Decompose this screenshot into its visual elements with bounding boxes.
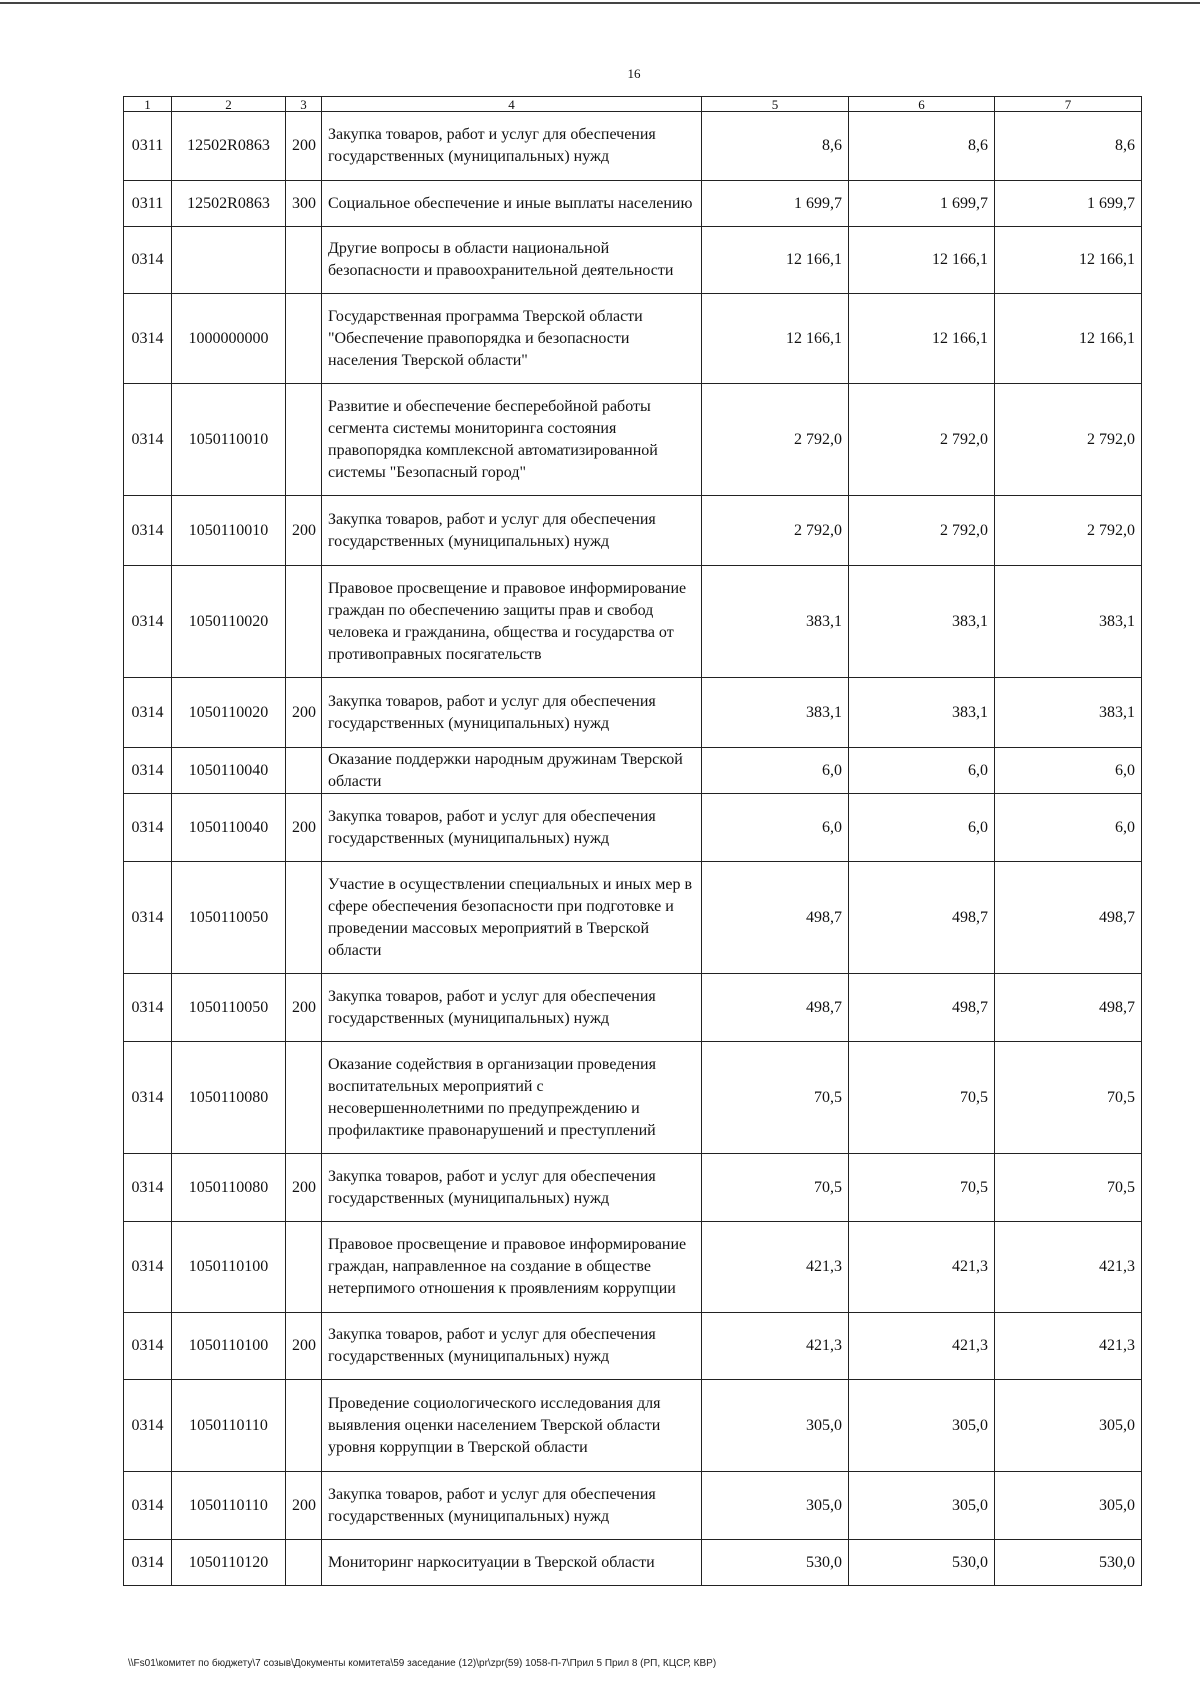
expense-type-code bbox=[286, 566, 322, 678]
table-row bbox=[124, 1472, 1142, 1540]
item-name: Социальное обеспечение и иные выплаты населению bbox=[322, 181, 702, 227]
item-name: Другие вопросы в области национальной безопасности и правоохранительной деятельности bbox=[322, 227, 702, 294]
expense-type-code: 300 bbox=[286, 181, 322, 227]
amount-col5: 12 166,1 bbox=[702, 227, 849, 294]
item-name: Развитие и обеспечение бесперебойной работы сегмента системы мониторинга состояния правопорядка комплексной автоматизированной системы "Безопасный город" bbox=[322, 384, 702, 496]
amount-col7: 8,6 bbox=[995, 112, 1142, 181]
section-code: 0314 bbox=[124, 496, 172, 566]
amount-col5: 383,1 bbox=[702, 566, 849, 678]
table-row bbox=[124, 862, 1142, 974]
amount-col7: 1 699,7 bbox=[995, 181, 1142, 227]
amount-col5: 70,5 bbox=[702, 1042, 849, 1154]
item-name: Оказание поддержки народным дружинам Тверской области bbox=[322, 748, 702, 794]
amount-col5: 498,7 bbox=[702, 974, 849, 1042]
amount-col5: 421,3 bbox=[702, 1222, 849, 1313]
column-header: 5 bbox=[702, 97, 849, 112]
table-row bbox=[124, 1313, 1142, 1380]
amount-col7: 12 166,1 bbox=[995, 294, 1142, 384]
target-article-code: 1050110110 bbox=[172, 1380, 286, 1472]
expense-type-code: 200 bbox=[286, 1154, 322, 1222]
amount-col7: 12 166,1 bbox=[995, 227, 1142, 294]
section-code: 0314 bbox=[124, 384, 172, 496]
amount-col5: 498,7 bbox=[702, 862, 849, 974]
table-row bbox=[124, 1042, 1142, 1154]
amount-col5: 8,6 bbox=[702, 112, 849, 181]
table-row bbox=[124, 384, 1142, 496]
amount-col6: 498,7 bbox=[849, 974, 995, 1042]
amount-col6: 383,1 bbox=[849, 566, 995, 678]
amount-col7: 70,5 bbox=[995, 1042, 1142, 1154]
amount-col6: 6,0 bbox=[849, 748, 995, 794]
amount-col6: 70,5 bbox=[849, 1154, 995, 1222]
item-name: Оказание содействия в организации проведения воспитательных мероприятий с несовершеннолетними по предупреждению и профилактике правонарушений и преступлений bbox=[322, 1042, 702, 1154]
amount-col5: 305,0 bbox=[702, 1472, 849, 1540]
section-code: 0314 bbox=[124, 294, 172, 384]
column-header: 6 bbox=[849, 97, 995, 112]
column-header: 2 bbox=[172, 97, 286, 112]
section-code: 0314 bbox=[124, 678, 172, 748]
amount-col6: 421,3 bbox=[849, 1222, 995, 1313]
amount-col6: 1 699,7 bbox=[849, 181, 995, 227]
amount-col7: 498,7 bbox=[995, 974, 1142, 1042]
item-name: Проведение социологического исследования для выявления оценки населением Тверской области уровня коррупции в Тверской области bbox=[322, 1380, 702, 1472]
item-name: Правовое просвещение и правовое информирование граждан по обеспечению защиты прав и свобод человека и гражданина, общества и государства от противоправных посягательств bbox=[322, 566, 702, 678]
target-article-code: 12502R0863 bbox=[172, 181, 286, 227]
expense-type-code bbox=[286, 862, 322, 974]
expense-type-code bbox=[286, 227, 322, 294]
amount-col7: 498,7 bbox=[995, 862, 1142, 974]
amount-col7: 383,1 bbox=[995, 566, 1142, 678]
amount-col5: 6,0 bbox=[702, 748, 849, 794]
table-row bbox=[124, 1380, 1142, 1472]
table-row bbox=[124, 1222, 1142, 1313]
table-row bbox=[124, 678, 1142, 748]
target-article-code: 1050110010 bbox=[172, 384, 286, 496]
item-name: Закупка товаров, работ и услуг для обеспечения государственных (муниципальных) нужд bbox=[322, 1313, 702, 1380]
section-code: 0314 bbox=[124, 227, 172, 294]
top-border-line bbox=[0, 2, 1200, 4]
amount-col5: 2 792,0 bbox=[702, 384, 849, 496]
amount-col6: 12 166,1 bbox=[849, 227, 995, 294]
target-article-code: 1050110080 bbox=[172, 1154, 286, 1222]
target-article-code: 1050110050 bbox=[172, 974, 286, 1042]
table-row bbox=[124, 1154, 1142, 1222]
section-code: 0311 bbox=[124, 112, 172, 181]
amount-col6: 498,7 bbox=[849, 862, 995, 974]
section-code: 0314 bbox=[124, 1380, 172, 1472]
column-header: 3 bbox=[286, 97, 322, 112]
amount-col7: 383,1 bbox=[995, 678, 1142, 748]
section-code: 0314 bbox=[124, 1472, 172, 1540]
amount-col6: 2 792,0 bbox=[849, 496, 995, 566]
section-code: 0314 bbox=[124, 794, 172, 862]
amount-col5: 2 792,0 bbox=[702, 496, 849, 566]
amount-col6: 383,1 bbox=[849, 678, 995, 748]
table-row bbox=[124, 566, 1142, 678]
expense-type-code bbox=[286, 1042, 322, 1154]
amount-col6: 2 792,0 bbox=[849, 384, 995, 496]
amount-col7: 305,0 bbox=[995, 1472, 1142, 1540]
expense-type-code bbox=[286, 748, 322, 794]
item-name: Закупка товаров, работ и услуг для обеспечения государственных (муниципальных) нужд bbox=[322, 974, 702, 1042]
column-header: 1 bbox=[124, 97, 172, 112]
column-header: 7 bbox=[995, 97, 1142, 112]
item-name: Закупка товаров, работ и услуг для обеспечения государственных (муниципальных) нужд bbox=[322, 678, 702, 748]
item-name: Мониторинг наркоситуации в Тверской области bbox=[322, 1540, 702, 1586]
amount-col5: 305,0 bbox=[702, 1380, 849, 1472]
target-article-code: 1050110050 bbox=[172, 862, 286, 974]
target-article-code: 1050110020 bbox=[172, 566, 286, 678]
target-article-code: 1050110100 bbox=[172, 1222, 286, 1313]
expense-type-code: 200 bbox=[286, 1472, 322, 1540]
expense-type-code: 200 bbox=[286, 678, 322, 748]
column-header: 4 bbox=[322, 97, 702, 112]
section-code: 0314 bbox=[124, 566, 172, 678]
table-row bbox=[124, 294, 1142, 384]
target-article-code bbox=[172, 227, 286, 294]
target-article-code: 1050110080 bbox=[172, 1042, 286, 1154]
amount-col6: 70,5 bbox=[849, 1042, 995, 1154]
amount-col7: 2 792,0 bbox=[995, 496, 1142, 566]
item-name: Закупка товаров, работ и услуг для обеспечения государственных (муниципальных) нужд bbox=[322, 112, 702, 181]
table-row bbox=[124, 112, 1142, 181]
amount-col5: 383,1 bbox=[702, 678, 849, 748]
item-name: Закупка товаров, работ и услуг для обеспечения государственных (муниципальных) нужд bbox=[322, 1154, 702, 1222]
section-code: 0314 bbox=[124, 748, 172, 794]
amount-col6: 421,3 bbox=[849, 1313, 995, 1380]
amount-col6: 305,0 bbox=[849, 1472, 995, 1540]
amount-col6: 8,6 bbox=[849, 112, 995, 181]
item-name: Участие в осуществлении специальных и иных мер в сфере обеспечения безопасности при подготовке и проведении массовых мероприятий в Тверской области bbox=[322, 862, 702, 974]
amount-col7: 70,5 bbox=[995, 1154, 1142, 1222]
expense-type-code bbox=[286, 1540, 322, 1586]
amount-col5: 530,0 bbox=[702, 1540, 849, 1586]
section-code: 0314 bbox=[124, 974, 172, 1042]
section-code: 0314 bbox=[124, 1313, 172, 1380]
amount-col6: 6,0 bbox=[849, 794, 995, 862]
amount-col7: 2 792,0 bbox=[995, 384, 1142, 496]
amount-col6: 530,0 bbox=[849, 1540, 995, 1586]
table-row bbox=[124, 748, 1142, 794]
expense-type-code bbox=[286, 294, 322, 384]
target-article-code: 1050110110 bbox=[172, 1472, 286, 1540]
table-row bbox=[124, 227, 1142, 294]
amount-col5: 6,0 bbox=[702, 794, 849, 862]
section-code: 0314 bbox=[124, 1154, 172, 1222]
target-article-code: 1050110020 bbox=[172, 678, 286, 748]
table-row bbox=[124, 974, 1142, 1042]
amount-col5: 421,3 bbox=[702, 1313, 849, 1380]
expense-type-code: 200 bbox=[286, 974, 322, 1042]
amount-col7: 305,0 bbox=[995, 1380, 1142, 1472]
expense-type-code bbox=[286, 1222, 322, 1313]
item-name: Закупка товаров, работ и услуг для обеспечения государственных (муниципальных) нужд bbox=[322, 1472, 702, 1540]
expense-type-code: 200 bbox=[286, 496, 322, 566]
expense-type-code bbox=[286, 1380, 322, 1472]
page-number: 16 bbox=[627, 66, 641, 81]
target-article-code: 1050110120 bbox=[172, 1540, 286, 1586]
target-article-code: 1000000000 bbox=[172, 294, 286, 384]
expense-type-code bbox=[286, 384, 322, 496]
expense-type-code: 200 bbox=[286, 112, 322, 181]
section-code: 0314 bbox=[124, 1222, 172, 1313]
amount-col6: 305,0 bbox=[849, 1380, 995, 1472]
target-article-code: 1050110040 bbox=[172, 794, 286, 862]
header-row bbox=[124, 97, 1142, 112]
section-code: 0314 bbox=[124, 1540, 172, 1586]
section-code: 0314 bbox=[124, 1042, 172, 1154]
table-row bbox=[124, 181, 1142, 227]
budget-table bbox=[123, 96, 1142, 1586]
expense-type-code: 200 bbox=[286, 1313, 322, 1380]
amount-col7: 530,0 bbox=[995, 1540, 1142, 1586]
amount-col7: 6,0 bbox=[995, 794, 1142, 862]
amount-col7: 421,3 bbox=[995, 1313, 1142, 1380]
table-row bbox=[124, 794, 1142, 862]
amount-col7: 6,0 bbox=[995, 748, 1142, 794]
section-code: 0311 bbox=[124, 181, 172, 227]
target-article-code: 1050110010 bbox=[172, 496, 286, 566]
table-row bbox=[124, 496, 1142, 566]
amount-col7: 421,3 bbox=[995, 1222, 1142, 1313]
item-name: Правовое просвещение и правовое информирование граждан, направленное на создание в обществе нетерпимого отношения к проявлениям коррупции bbox=[322, 1222, 702, 1313]
expense-type-code: 200 bbox=[286, 794, 322, 862]
target-article-code: 1050110040 bbox=[172, 748, 286, 794]
amount-col5: 12 166,1 bbox=[702, 294, 849, 384]
amount-col5: 1 699,7 bbox=[702, 181, 849, 227]
amount-col6: 12 166,1 bbox=[849, 294, 995, 384]
item-name: Закупка товаров, работ и услуг для обеспечения государственных (муниципальных) нужд bbox=[322, 794, 702, 862]
table-row bbox=[124, 1540, 1142, 1586]
target-article-code: 12502R0863 bbox=[172, 112, 286, 181]
target-article-code: 1050110100 bbox=[172, 1313, 286, 1380]
file-path-footer: \\Fs01\комитет по бюджету\7 созыв\Документы комитета\59 заседание (12)\pr\zpr(59) 1058-П-7\Прил 5 Прил 8 (РП, КЦСР, КВР) bbox=[128, 1658, 717, 1669]
amount-col5: 70,5 bbox=[702, 1154, 849, 1222]
item-name: Государственная программа Тверской области "Обеспечение правопорядка и безопасности населения Тверской области" bbox=[322, 294, 702, 384]
item-name: Закупка товаров, работ и услуг для обеспечения государственных (муниципальных) нужд bbox=[322, 496, 702, 566]
section-code: 0314 bbox=[124, 862, 172, 974]
